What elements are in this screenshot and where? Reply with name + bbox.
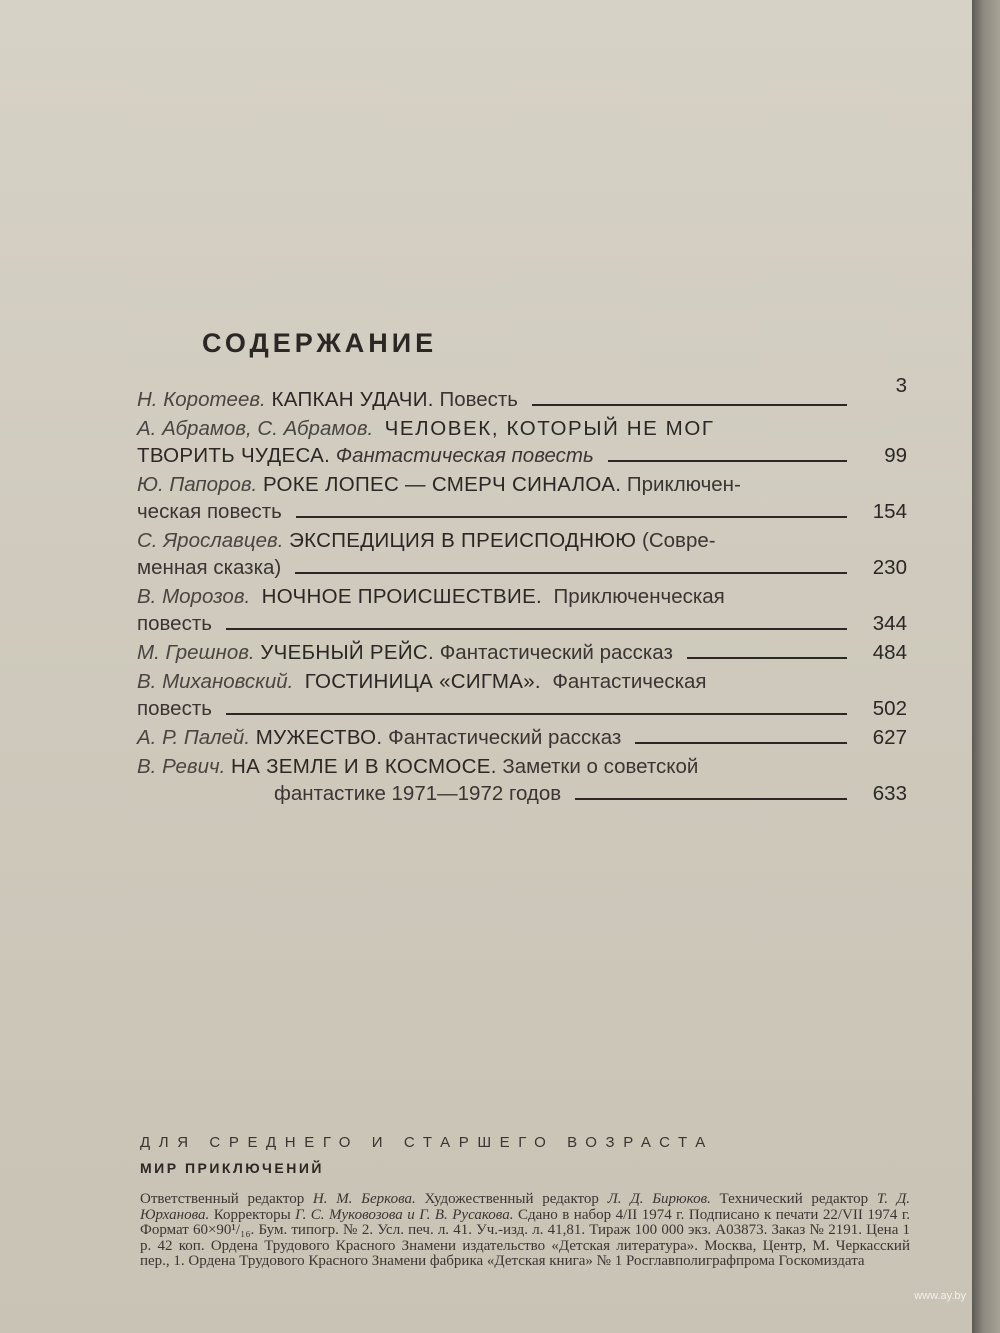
toc-title: НА ЗЕМЛЕ И В КОСМОСЕ. (231, 755, 497, 778)
toc-author: В. Ревич. (137, 755, 226, 778)
toc-title: ГОСТИНИЦА «СИГМА». (304, 670, 541, 693)
book-edge (972, 0, 1000, 1333)
toc-genre-continued: ческая повесть (137, 500, 282, 523)
imprint-print-details: Сдано в набор 4/II 1974 г. Подписано к печати 22/VII 1974 г. Формат 60×90¹/₁₆. Бум. типогр. № 2. Усл. печ. л. 41. Уч.-изд. л. 41,81. Тираж 100 000 экз. А03873. Заказ № 2191. Цена 1 р. 42 коп. Ордена Трудового Красного Знамени издательство «Детская литература». Москва, Центр, М. Черкасский пер., 1. Ордена Трудового Красного Знамени фабрика «Детская книга» № 1 Росглавполиграфпрома Госкомиздата (140, 1206, 911, 1269)
toc-title: МУЖЕСТВО. (255, 726, 383, 749)
toc-author: Н. Коротеев. (137, 388, 266, 411)
toc-genre: Приключенческая (553, 585, 725, 608)
toc-author: Ю. Папоров. (137, 473, 258, 496)
toc-author: А. Абрамов, С. Абрамов. (137, 417, 374, 440)
toc-author: В. Морозов. (137, 585, 251, 608)
toc-genre: Фантастический рассказ (439, 641, 673, 664)
imprint-art-editor-name: Л. Д. Бирюков. (607, 1191, 711, 1207)
toc-genre: Фантастическая (552, 670, 707, 693)
toc-genre: Приключен- (626, 473, 741, 496)
toc-title-continued: ТВОРИТЬ ЧУДЕСА. (137, 444, 331, 467)
toc-entry (137, 753, 907, 807)
toc-title: ЧЕЛОВЕК, КОТОРЫЙ НЕ МОГ (384, 417, 715, 440)
toc-author: В. Михановский. (137, 670, 294, 693)
toc-page-number: 154 (872, 500, 907, 523)
toc-genre: Фантастический рассказ (388, 726, 622, 749)
table-of-contents (137, 374, 907, 809)
toc-genre: Заметки о советской (502, 755, 699, 778)
imprint-proofreaders-label: Корректоры (213, 1206, 291, 1223)
imprint-editor-label: Ответственный редактор (140, 1191, 305, 1207)
toc-title: ЭКСПЕДИЦИЯ В ПРЕИСПОДНЮЮ (289, 529, 637, 552)
series-title: МИР ПРИКЛЮЧЕНИЙ (140, 1160, 324, 1176)
toc-entry (137, 374, 907, 413)
toc-genre-continued: фантастике 1971—1972 годов (274, 782, 562, 805)
toc-author: М. Грешнов. (137, 641, 255, 664)
toc-genre-continued: менная сказка) (137, 556, 282, 579)
toc-entry (137, 583, 907, 637)
imprint-tech-editor-label: Технический редактор (719, 1191, 869, 1207)
toc-entry (137, 668, 907, 722)
toc-genre-continued: повесть (137, 697, 212, 720)
imprint-tech-editor-name: Т. Д. Юрханова. (140, 1191, 910, 1223)
toc-genre: Фантастическая повесть (335, 444, 594, 467)
toc-page-number: 502 (872, 697, 907, 720)
toc-entry (137, 527, 907, 581)
toc-page-number: 230 (872, 556, 907, 579)
toc-genre-continued: повесть (137, 612, 212, 635)
toc-entry (137, 471, 907, 525)
toc-title: НОЧНОЕ ПРОИСШЕСТВИЕ. (261, 585, 543, 608)
toc-entry (137, 415, 907, 469)
toc-page-number: 627 (872, 726, 907, 749)
toc-author: А. Р. Палей. (137, 726, 251, 749)
toc-page-number: 484 (872, 641, 907, 664)
toc-title: КАПКАН УДАЧИ. (271, 388, 434, 411)
contents-heading: СОДЕРЖАНИЕ (202, 328, 438, 358)
audience-label: ДЛЯ СРЕДНЕГО И СТАРШЕГО ВОЗРАСТА (140, 1134, 714, 1151)
toc-page-number: 3 (895, 374, 907, 397)
toc-genre: Повесть (439, 388, 518, 411)
toc-page-number: 99 (884, 444, 907, 467)
watermark-text: www.ay.by (914, 1290, 966, 1302)
toc-title: УЧЕБНЫЙ РЕЙС. (260, 641, 435, 664)
imprint-proofreaders-names: Г. С. Муковозова и Г. В. Русакова. (295, 1206, 514, 1223)
toc-page-number: 344 (872, 612, 907, 635)
toc-entry (137, 724, 907, 751)
imprint-editor-name: Н. М. Беркова. (312, 1191, 416, 1207)
toc-author: С. Ярославцев. (137, 529, 284, 552)
imprint-block (140, 1192, 910, 1270)
toc-genre: (Совре- (642, 529, 716, 552)
toc-entry (137, 639, 907, 666)
toc-page-number: 633 (872, 782, 907, 805)
imprint-art-editor-label: Художественный редактор (424, 1191, 599, 1207)
toc-title: РОКЕ ЛОПЕС — СМЕРЧ СИНАЛОА. (262, 473, 622, 496)
